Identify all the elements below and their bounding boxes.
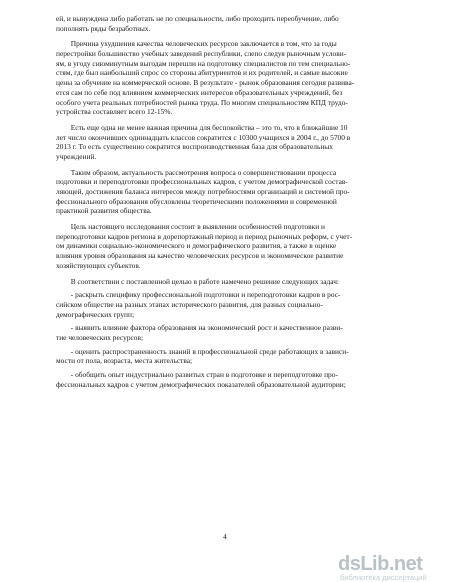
paragraph [56,168,410,216]
text-line: тие человеческих ресурсов; [56,332,144,342]
text-line: - оценить распространенность знаний в профессиональной среде работающих в зависи- [56,346,349,356]
text-line: фессионального образования обусловлены теоретическими положениями и современной [56,196,337,206]
text-line: ляющей, достижения баланса интересов между потребностями организаций и системой про- [56,187,350,196]
text-line: Цель настоящего исследования состоит в выявлении особенностей подготовки и [56,222,325,232]
text-line: мости от пола, возраста, места жительства; [56,356,193,366]
text-line: особого учета реальных потребностей рынка труда. По многим специальностям КПД трудо- [56,97,348,107]
text-line: переподготовки кадров региона в дорепортажный период и период рыночных реформ, с учет- [56,231,353,241]
text-line: демографических групп; [56,309,135,319]
text-line: Есть еще одна не менее важная причина для беспокойства – это то, что в ближайшие 10 [56,122,348,132]
paragraph [56,123,410,162]
text-line: Причина ухудшения качества человеческих ресурсов заключается в том, что за годы [56,39,337,49]
paragraph [56,290,410,319]
text-line: подготовки и переподготовки профессиональных кадров, с учетом демографической состав- [56,177,348,187]
text-line: - обобщить опыт индустриально развитых стран в подготовке и переподготовке про- [56,370,338,379]
watermark-logo: dsLib.net [338,553,423,575]
text-line: ей, и вынуждена либо работать не по специальности, либо проходить переобучение, либо [56,14,339,23]
text-line: влияния уровня образования на качество человеческих ресурсов и экономическое развитие [56,251,344,261]
paragraph [56,370,410,389]
text-line: сийском обществе на разных этапах исторического развития, для разных социально- [56,299,323,309]
text-line: стям, где был наибольший спрос со стороны абитуриентов и их родителей, и самые высокие [56,68,348,78]
paragraph [56,222,410,270]
paragraph [56,347,410,366]
text-line: перестройки большинство учебных заведений республики, слепо следуя рыночным услови- [56,49,347,59]
text-line: В соответствии с поставленной целью в работе намечено решение следующих задач: [56,276,339,286]
text-line: учреждений. [56,151,97,161]
watermark-caption: библиотека диссертаций [340,573,427,582]
paragraph [56,277,410,287]
text-line: пополнять ряды безработных. [56,23,151,33]
text-line: Таким образом, актуальность рассмотрения вопроса о совершенствовании процесса [56,167,337,177]
text-line: 2013 г. То есть существенно сократится воспроизводственная база для образовательных [56,142,333,152]
text-line: ом динамики социально-экономического и демографического развития, а также в оценке [56,241,337,251]
paragraph [56,14,410,33]
text-line: - раскрыть специфику профессиональной подготовки и переподготовки кадров в рос- [56,290,341,300]
paragraph [56,39,410,117]
text-line: практикой развития общества. [56,206,152,216]
page-number: 4 [223,532,227,541]
text-line: хозяйствующих субъектов. [56,260,141,270]
document-body [56,14,410,389]
text-line: устройства составляет всего 12-15%. [56,107,173,117]
paragraph [56,323,410,342]
text-line: - выявить влияние фактора образования на экономический рост и качественное разви- [56,323,343,333]
text-line: лет число окончивших одиннадцать классов сократится с 10300 учащихся в 2004 г., до 5700 в [56,132,351,142]
text-line: ется сам по себе под влиянием коммерческих интересов образовательных учреждений, без [56,87,343,97]
text-line: фессиональных кадров с учетом демографических показателей образовательной аудитории; [56,379,346,389]
text-line: ям, в угоду сиюминутным выгодам перешли на подготовку специалистов по тем специально- [56,58,351,68]
text-line: цены за обучение на коммерческой основе. В результате - рынок образования сегодня развива- [56,78,355,88]
